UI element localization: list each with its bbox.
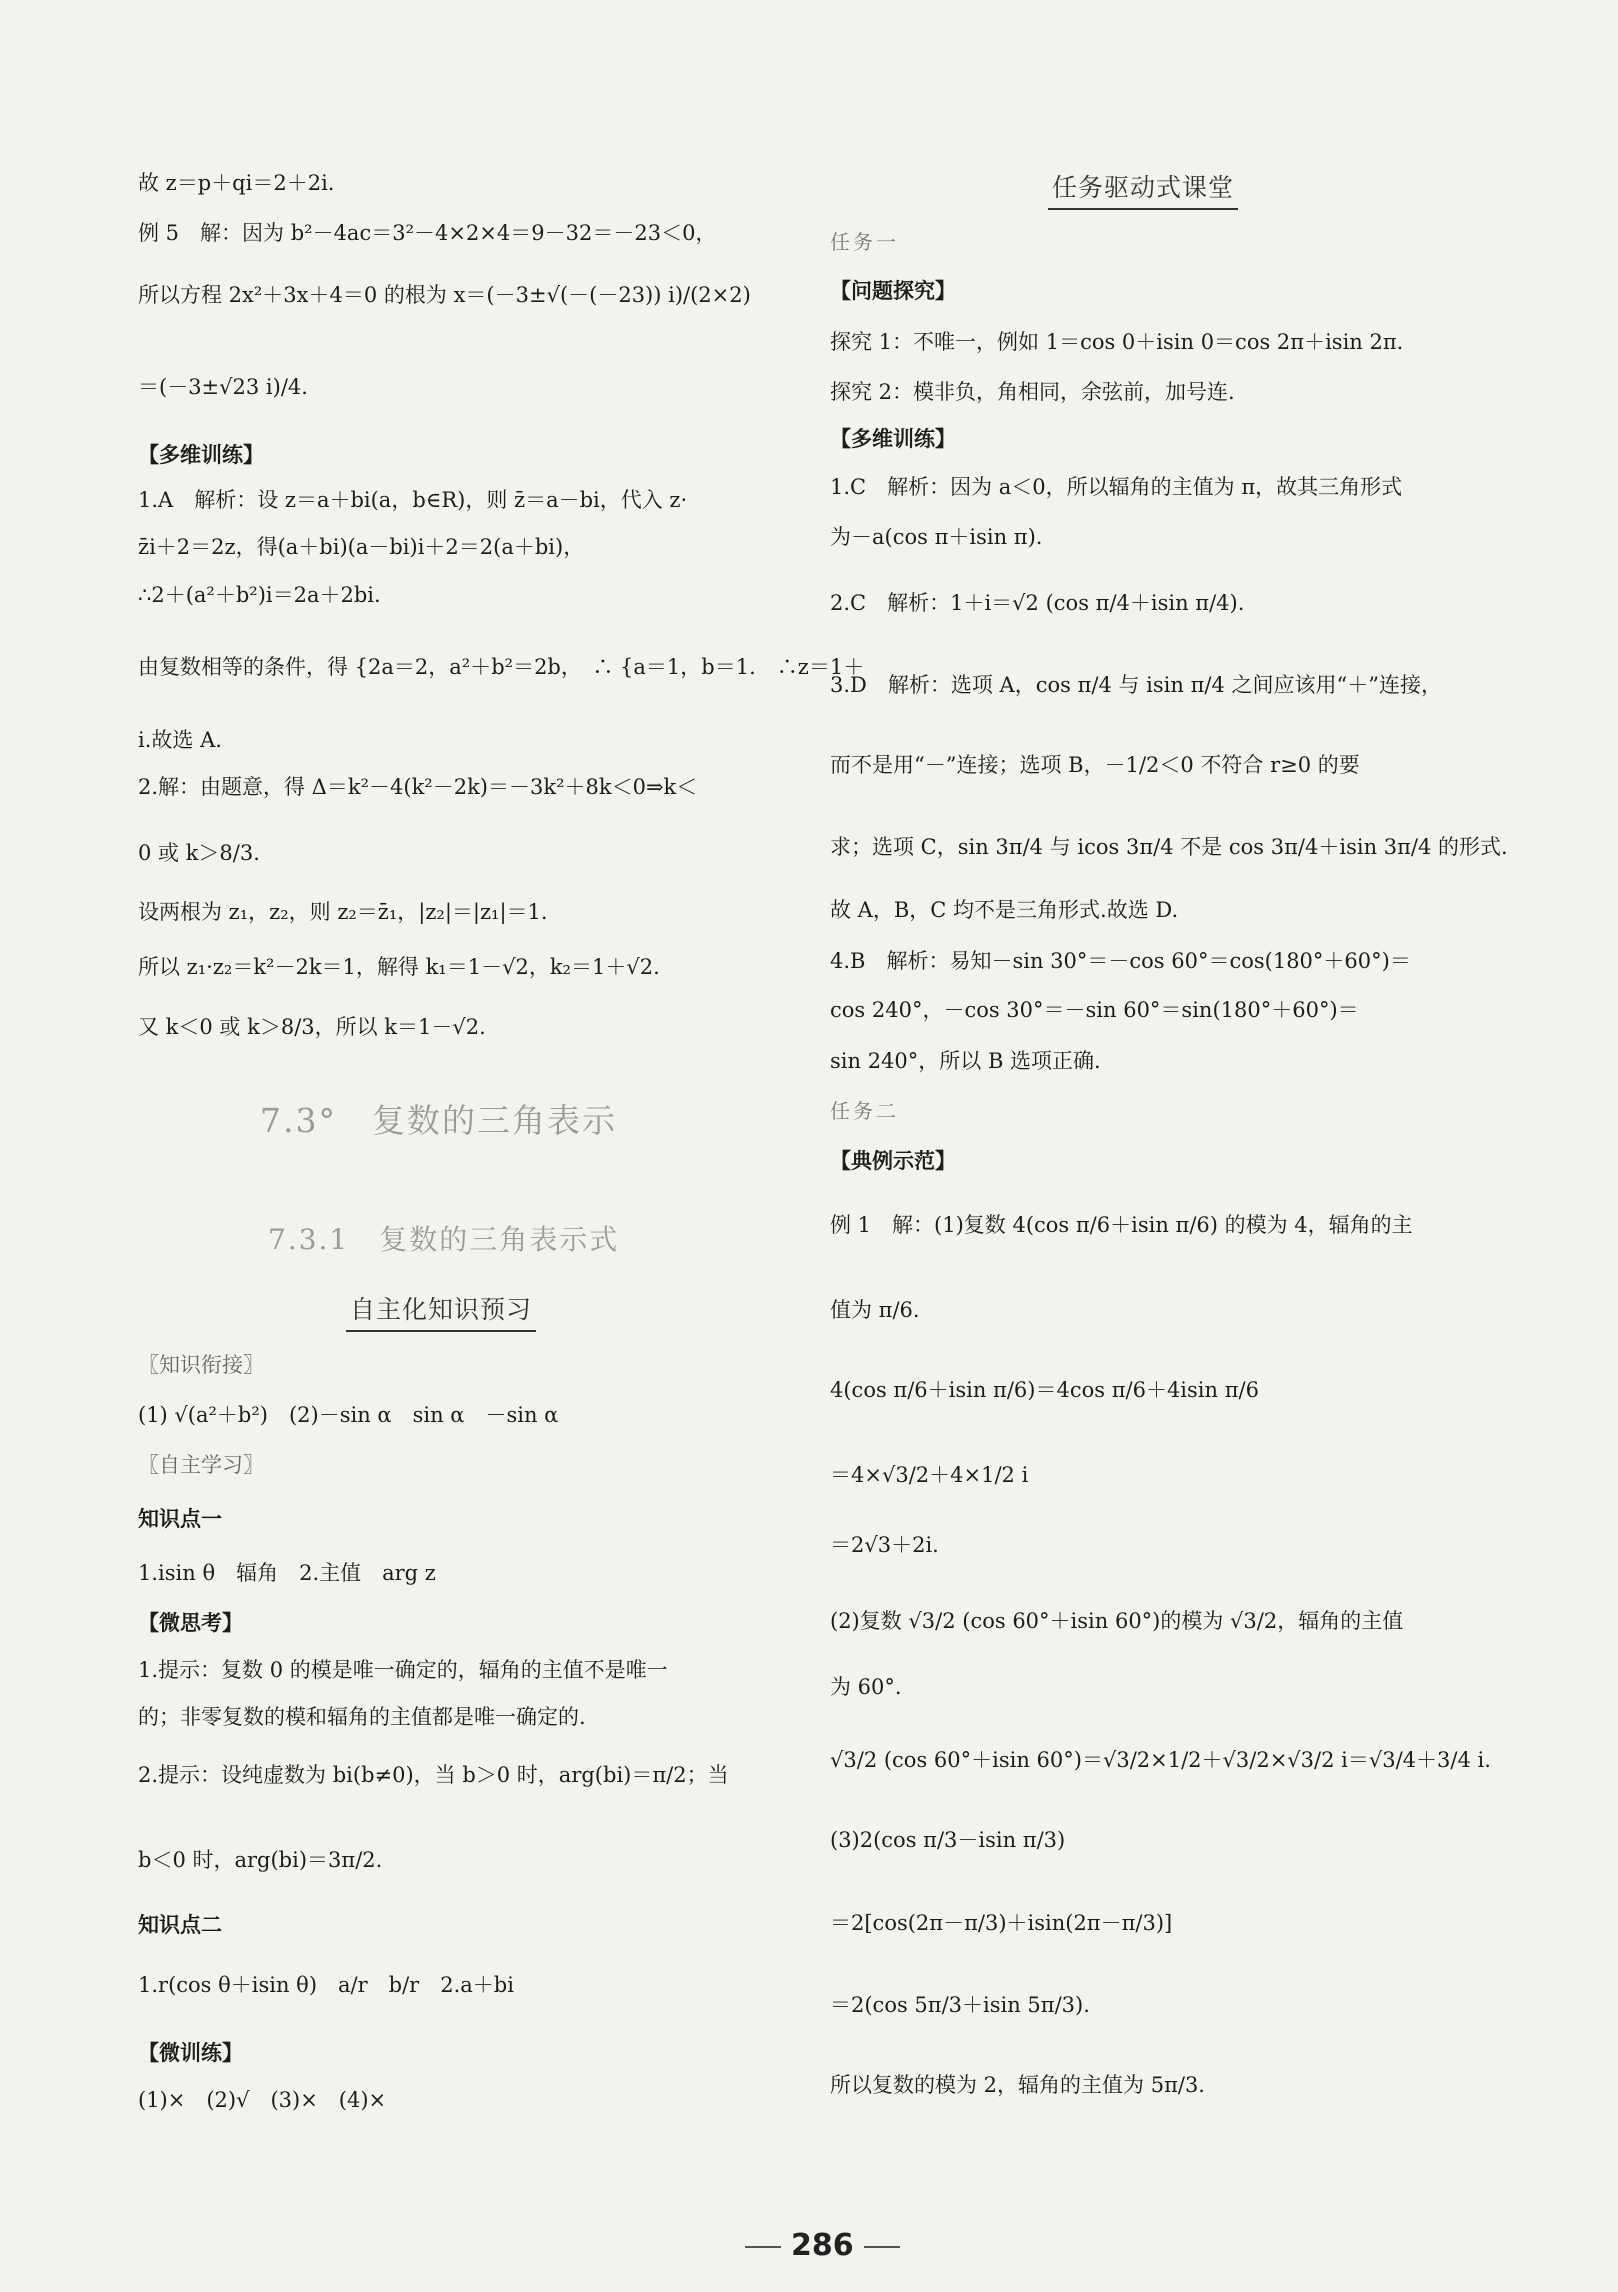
text-line: 所以复数的模为 2，辐角的主值为 5π/3. [830,2073,1205,2097]
text-line: 4.B 解析：易知－sin 30°＝－cos 60°＝cos(180°＋60°)＝ [830,949,1411,973]
text-line: 由复数相等的条件，得 {2a＝2，a²＋b²＝2b， ∴ {a＝1，b＝1. ∴z＝1＋ [138,655,865,679]
section-label: 【多维训练】 [138,442,264,467]
section-label: 【问题探究】 [830,278,956,303]
text-line: 1.isin θ 辐角 2.主值 arg z [138,1561,436,1585]
text-line: z̄i＋2＝2z，得(a＋bi)(a－bi)i＋2＝2(a＋bi)， [138,535,585,559]
knowledge-point-label: 知识点一 [138,1506,222,1531]
text-line: 而不是用“－”连接；选项 B，－1/2＜0 不符合 r≥0 的要 [830,753,1360,777]
text-line: 又 k＜0 或 k＞8/3，所以 k＝1－√2. [138,1015,486,1039]
text-line: 所以方程 2x²＋3x＋4＝0 的根为 x＝(－3±√(－(－23)) i)/(2×2) [138,283,751,307]
text-line: 3.D 解析：选项 A，cos π/4 与 isin π/4 之间应该用“＋”连接， [830,673,1442,697]
text-line: 例 5 解：因为 b²－4ac＝3²－4×2×4＝9－32＝－23＜0， [138,221,717,245]
text-line: ＝2(cos 5π/3＋isin 5π/3). [830,1993,1090,2017]
section-label: 〖知识衔接〗 [138,1353,264,1377]
section-label: 〖自主学习〗 [138,1453,264,1477]
text-line: b＜0 时，arg(bi)＝3π/2. [138,1848,383,1872]
task-label: 任务一 [830,230,899,254]
text-line: 0 或 k＞8/3. [138,841,260,865]
text-line: 2.提示：设纯虚数为 bi(b≠0)，当 b＞0 时，arg(bi)＝π/2；当 [138,1763,729,1787]
text-line: ＝2√3＋2i. [830,1533,939,1557]
text-line: 的；非零复数的模和辐角的主值都是唯一确定的. [138,1705,586,1729]
page-number-value: 286 [791,2228,854,2263]
text-line: 2.C 解析：1＋i＝√2 (cos π/4＋isin π/4). [830,591,1245,615]
text-line: i.故选 A. [138,728,222,752]
text-line: ∴2＋(a²＋b²)i＝2a＋2bi. [138,583,381,607]
page-number [735,2228,910,2263]
section-label: 【微思考】 [138,1610,243,1635]
classroom-box-title: 任务驱动式课堂 [1048,168,1238,210]
text-line: ＝2[cos(2π－π/3)＋isin(2π－π/3)] [830,1911,1173,1935]
text-line: 设两根为 z₁，z₂，则 z₂＝z̄₁，|z₂|＝|z₁|＝1. [138,900,548,924]
page-number-dash-left [745,2246,781,2248]
text-line: 探究 2：模非负，角相同，余弦前，加号连. [830,380,1235,404]
section-label: 【典例示范】 [830,1148,956,1173]
knowledge-point-label: 知识点二 [138,1912,222,1937]
text-line: 为 60°. [830,1675,902,1699]
task-label: 任务二 [830,1099,899,1123]
page-number-dash-right [864,2246,900,2248]
text-line: cos 240°，－cos 30°＝－sin 60°＝sin(180°＋60°)＝ [830,998,1359,1022]
text-line: 1.r(cos θ＋isin θ) a/r b/r 2.a＋bi [138,1973,514,1997]
text-line: (2)复数 √3/2 (cos 60°＋isin 60°)的模为 √3/2，辐角的主值 [830,1609,1404,1633]
text-line: 例 1 解：(1)复数 4(cos π/6＋isin π/6) 的模为 4，辐角的主 [830,1213,1413,1237]
text-line: ＝(－3±√23 i)/4. [138,375,308,399]
text-line: 值为 π/6. [830,1298,920,1322]
section-label: 【微训练】 [138,2040,243,2065]
text-line: (1)× (2)√ (3)× (4)× [138,2088,387,2112]
text-line: (1) √(a²＋b²) (2)－sin α sin α －sin α [138,1403,559,1427]
text-line: 1.A 解析：设 z＝a＋bi(a，b∈R)，则 z̄＝a－bi，代入 z· [138,488,688,512]
text-line: 探究 1：不唯一，例如 1＝cos 0＋isin 0＝cos 2π＋isin 2π. [830,330,1404,354]
text-line: ＝4×√3/2＋4×1/2 i [830,1463,1029,1487]
text-line: 1.C 解析：因为 a＜0，所以辐角的主值为 π，故其三角形式 [830,475,1403,499]
preview-box-title: 自主化知识预习 [346,1290,536,1332]
section-title: 7.3° 复数的三角表示 [260,1101,617,1140]
text-line: sin 240°，所以 B 选项正确. [830,1049,1101,1073]
text-line: 所以 z₁·z₂＝k²－2k＝1，解得 k₁＝1－√2，k₂＝1＋√2. [138,955,660,979]
text-line: 2.解：由题意，得 Δ＝k²－4(k²－2k)＝－3k²＋8k＜0⇒k＜ [138,775,698,799]
text-line: √3/2 (cos 60°＋isin 60°)＝√3/2×1/2＋√3/2×√3/2 i＝√3/4＋3/4 i. [830,1748,1491,1772]
subsection-title: 7.3.1 复数的三角表示式 [268,1223,620,1256]
text-line: 4(cos π/6＋isin π/6)＝4cos π/6＋4isin π/6 [830,1378,1259,1402]
section-label: 【多维训练】 [830,426,956,451]
text-line: 为－a(cos π＋isin π). [830,525,1043,549]
text-line: (3)2(cos π/3－isin π/3) [830,1828,1066,1852]
text-line: 求；选项 C，sin 3π/4 与 icos 3π/4 不是 cos 3π/4＋isin 3π/4 的形式. [830,835,1508,859]
text-line: 故 A，B，C 均不是三角形式.故选 D. [830,898,1179,922]
text-line: 故 z＝p＋qi＝2＋2i. [138,171,335,195]
text-line: 1.提示：复数 0 的模是唯一确定的，辐角的主值不是唯一 [138,1658,668,1682]
